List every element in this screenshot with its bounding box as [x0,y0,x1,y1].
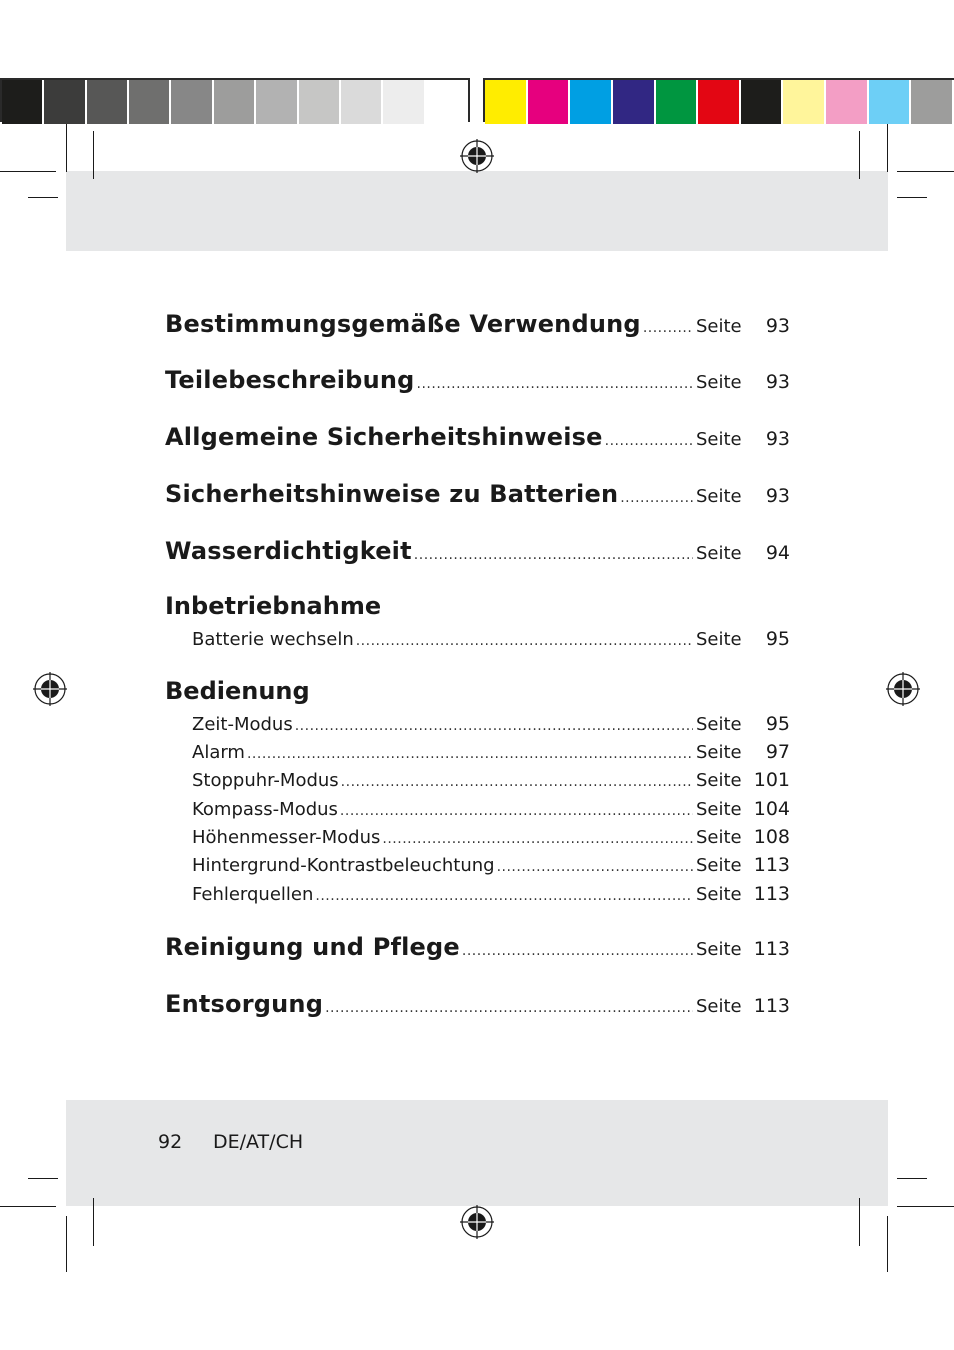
toc-entry-seite: Seite [696,884,742,905]
leader-dots [341,774,693,790]
calibration-swatch [299,80,341,124]
toc-entry-seite: Seite [696,714,742,735]
leader-dots [295,718,693,734]
calibration-swatch [741,80,784,124]
calibration-swatch [911,80,954,124]
toc-entry-seite: Seite [696,316,742,337]
calibration-swatch [869,80,912,124]
toc-subentry[interactable] [165,769,790,791]
toc-entry[interactable] [165,423,790,451]
toc-entry-seite: Seite [696,827,742,848]
toc-subentry[interactable] [165,854,790,876]
toc-entry-title: Bestimmungsgemäße Verwendung [165,310,641,338]
calibration-swatch [613,80,656,124]
toc-entry-page: 94 [765,542,790,564]
toc-entry-title: Allgemeine Sicherheitshinweise [165,423,603,451]
toc-entry-page: 113 [753,854,790,876]
leader-dots [497,859,693,875]
toc-subentry-title: Hintergrund-Kontrastbeleuchtung [192,855,495,876]
toc-entry-title: Reinigung und Pflege [165,933,460,961]
toc-entry-page: 113 [753,938,790,960]
registration-mark-icon [33,672,67,706]
toc-entry-seite: Seite [696,742,742,763]
toc-entry-page: 97 [765,741,790,763]
crop-mark [859,131,860,179]
toc-entry[interactable] [165,310,790,338]
crop-mark [66,1216,67,1272]
leader-dots [356,633,693,649]
leader-dots [414,547,693,563]
leader-dots [325,1000,693,1016]
toc-subentry[interactable] [165,628,790,650]
calibration-swatch [129,80,171,124]
toc-entry-page: 93 [765,315,790,337]
leader-dots [382,831,693,847]
crop-mark [66,124,67,172]
calibration-swatch [2,80,44,124]
crop-mark [0,1206,56,1207]
toc-entry-page: 93 [765,371,790,393]
toc-entry-page: 93 [765,428,790,450]
calibration-swatch [783,80,826,124]
crop-mark [897,171,954,172]
toc-entry[interactable] [165,480,790,508]
toc-entry-seite: Seite [696,799,742,820]
toc-entry-seite: Seite [696,855,742,876]
toc-entry-title: Teilebeschreibung [165,366,415,394]
toc-entry-page: 93 [765,485,790,507]
toc-subentry-title: Höhenmesser-Modus [192,827,381,848]
crop-mark [897,1206,954,1207]
crop-mark [897,197,927,198]
toc-entry-seite: Seite [696,429,742,450]
toc-entry-page: 113 [753,995,790,1017]
toc-entry-seite: Seite [696,996,742,1017]
crop-mark [887,1216,888,1272]
toc-subentry-title: Batterie wechseln [192,629,354,650]
toc-entry-page: 108 [753,826,790,848]
toc-subentry[interactable] [165,798,790,820]
crop-mark [28,1178,58,1179]
leader-dots [605,433,693,449]
calibration-swatch [171,80,213,124]
calibration-swatch [44,80,86,124]
calibration-swatch [214,80,256,124]
toc-subentry-title: Stoppuhr-Modus [192,770,339,791]
crop-mark [0,171,56,172]
toc-entry-seite: Seite [696,543,742,564]
toc-entry[interactable] [165,366,790,394]
calibration-swatch [256,80,298,124]
section-heading-bedienung: Bedienung [165,677,310,705]
calibration-swatch [826,80,869,124]
toc-entry-title: Entsorgung [165,990,324,1018]
toc-entry-seite: Seite [696,939,742,960]
crop-mark [28,197,58,198]
registration-mark-icon [886,672,920,706]
toc-entry[interactable] [165,933,790,961]
crop-mark [93,131,94,179]
leader-dots [315,888,693,904]
leader-dots [247,746,693,762]
toc-entry-title: Sicherheitshinweise zu Batterien [165,480,619,508]
crop-mark [93,1198,94,1246]
calibration-swatch [570,80,613,124]
calibration-swatch [528,80,571,124]
toc-subentry-title: Zeit-Modus [192,714,293,735]
crop-mark [859,1198,860,1246]
footer-panel [66,1100,888,1206]
toc-entry-page: 95 [765,713,790,735]
toc-entry-seite: Seite [696,486,742,507]
leader-dots [417,376,693,392]
header-panel [66,171,888,251]
toc-subentry[interactable] [165,741,790,763]
calibration-swatch [383,80,425,124]
toc-subentry-title: Alarm [192,742,245,763]
calibration-swatch [426,80,468,124]
toc-entry-seite: Seite [696,372,742,393]
registration-mark-icon [460,1205,494,1239]
section-heading-inbetriebnahme: Inbetriebnahme [165,592,382,620]
leader-dots [462,943,693,959]
crop-mark [897,1178,927,1179]
calibration-swatch [698,80,741,124]
color-calibration-bar [483,78,954,122]
calibration-swatch [87,80,129,124]
toc-subentry[interactable] [165,713,790,735]
registration-mark-icon [460,139,494,173]
toc-subentry[interactable] [165,883,790,905]
calibration-swatch [485,80,528,124]
toc-entry-seite: Seite [696,629,742,650]
leader-dots [643,320,693,336]
toc-entry-page: 113 [753,883,790,905]
toc-subentry[interactable] [165,826,790,848]
toc-entry-page: 104 [753,798,790,820]
toc-entry[interactable] [165,537,790,565]
toc-entry[interactable] [165,990,790,1018]
toc-entry-page: 95 [765,628,790,650]
toc-entry-page: 101 [753,769,790,791]
toc-entry-seite: Seite [696,770,742,791]
calibration-swatch [341,80,383,124]
leader-dots [340,803,693,819]
toc-subentry-title: Fehlerquellen [192,884,314,905]
page-number: 92 [158,1131,183,1153]
toc-subentry-title: Kompass-Modus [192,799,338,820]
calibration-swatch [656,80,699,124]
crop-mark [887,124,888,172]
grayscale-calibration-bar [0,78,470,122]
toc-entry-title: Wasserdichtigkeit [165,537,412,565]
locale-label: DE/AT/CH [213,1131,304,1153]
leader-dots [620,490,693,506]
